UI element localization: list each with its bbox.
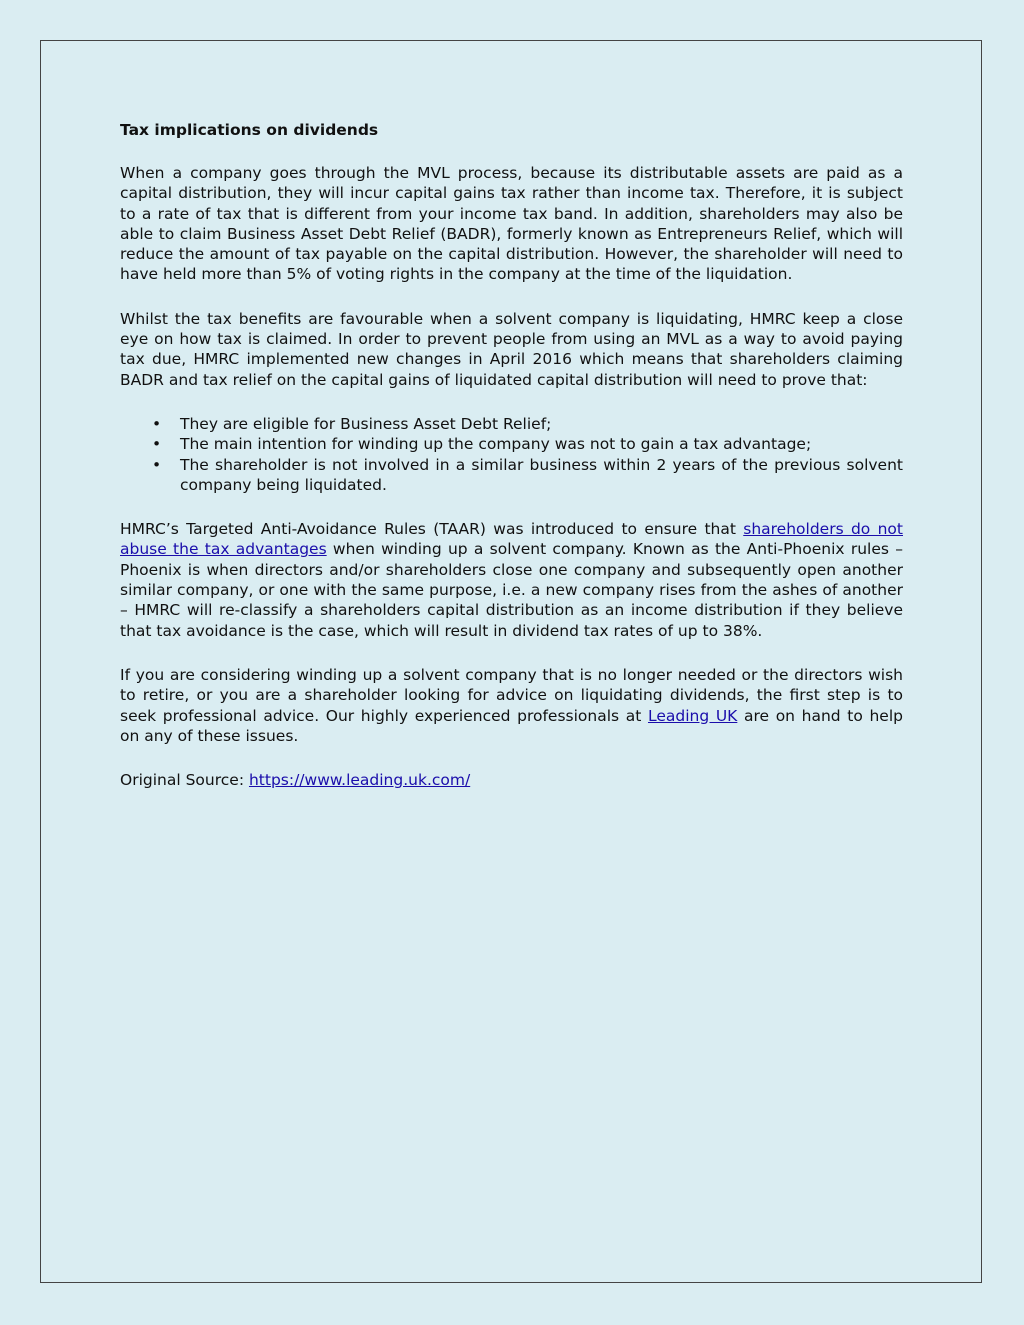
document-body bbox=[120, 120, 903, 814]
advice-text-end: are on hand to help on any of these issues. bbox=[120, 706, 903, 745]
advice-text-start: If you are considering winding up a solvent company that is no longer needed or the directors wish to retire, or you are a shareholder looking for advice on liquidating dividends, the first step is to seek professional advice. Our highly experienced professionals at bbox=[120, 665, 903, 725]
list-item-text: The shareholder is not involved in a similar business within 2 years of the previous solvent company being liquidated. bbox=[180, 455, 903, 494]
original-source bbox=[120, 770, 903, 790]
taar-text-start: HMRC’s Targeted Anti-Avoidance Rules (TAAR) was introduced to ensure that bbox=[120, 520, 744, 539]
source-url-link[interactable]: https://www.leading.uk.com/ bbox=[248, 771, 471, 790]
list-item bbox=[152, 455, 903, 496]
paragraph-taar bbox=[120, 519, 903, 641]
list-item-text: They are eligible for Business Asset Debt Relief; bbox=[180, 414, 552, 433]
taar-text-end: when winding up a solvent company. Known as the Anti-Phoenix rules – Phoenix is when directors and/or shareholders close one company and subsequently open another similar company, or one with the same purpose, i.e. a new company rises from the ashes of another – HMRC will re-classify a shareholders capital distribution as an income distribution if they believe that tax avoidance is the case, which will result in dividend tax rates of up to 38%. bbox=[120, 540, 903, 640]
bullet-icon: • bbox=[152, 455, 162, 474]
bullet-icon: • bbox=[152, 414, 162, 433]
list-item bbox=[152, 434, 903, 454]
shareholders-abuse-link[interactable]: shareholders do not abuse the tax advantages bbox=[120, 520, 903, 559]
paragraph-advice bbox=[120, 665, 903, 746]
paragraph-capital-gains: When a company goes through the MVL process, because its distributable assets are paid as a capital distribution, they will incur capital gains tax rather than income tax. Therefore, it is subject to a rate of tax that is different from your income tax band. In addition, shareholders may also be able to claim Business Asset Debt Relief (BADR), formerly known as Entrepreneurs Relief, which will reduce the amount of tax payable on the capital distribution. However, the shareholder will need to have held more than 5% of voting rights in the company at the time of the liquidation. bbox=[120, 164, 903, 284]
paragraph-hmrc-changes: Whilst the tax benefits are favourable when a solvent company is liquidating, HMRC keep a close eye on how tax is claimed. In order to prevent people from using an MVL as a way to avoid paying tax due, HMRC implemented new changes in April 2016 which means that shareholders claiming BADR and tax relief on the capital gains of liquidated capital distribution will need to prove that: bbox=[120, 309, 903, 389]
requirements-list bbox=[120, 414, 903, 495]
list-item-text: The main intention for winding up the company was not to gain a tax advantage; bbox=[180, 435, 812, 454]
bullet-icon: • bbox=[152, 435, 162, 454]
list-item bbox=[152, 414, 903, 434]
source-label: Original Source: bbox=[120, 771, 249, 790]
section-heading: Tax implications on dividends bbox=[120, 121, 379, 139]
leading-uk-link[interactable]: Leading UK bbox=[647, 706, 738, 725]
